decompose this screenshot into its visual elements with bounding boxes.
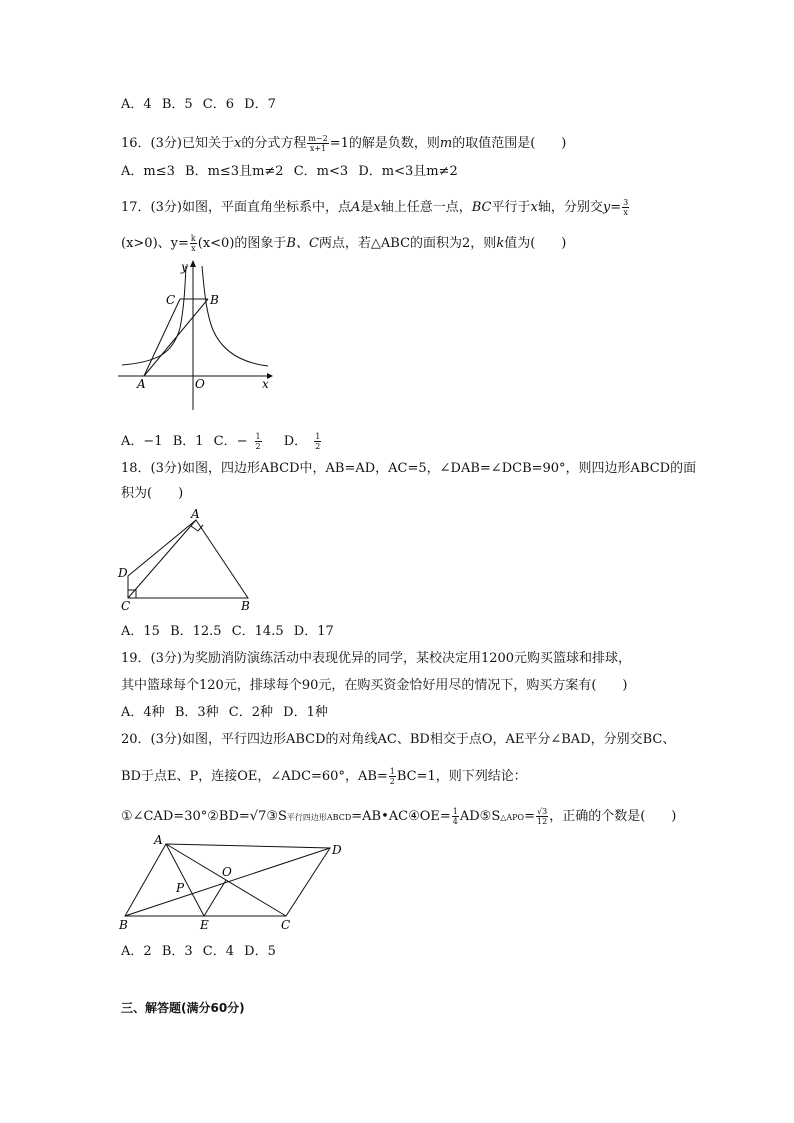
text: 是	[360, 200, 374, 215]
denominator: 2	[315, 442, 321, 451]
option: A．4种	[121, 705, 165, 720]
fraction	[622, 198, 629, 217]
parallelogram-abcd	[125, 844, 330, 916]
denominator: 4	[452, 817, 458, 826]
text: ①∠CAD=30°②BD=√7③S	[121, 809, 287, 824]
option: B．m≤3且m≠2	[185, 164, 284, 179]
text: =AB•AC④OE=	[351, 809, 451, 824]
option: B．1	[172, 434, 204, 449]
q17-stem-line2	[121, 234, 566, 253]
label-a: A	[154, 833, 163, 847]
option: C．6	[202, 97, 234, 112]
segment-ae	[166, 844, 204, 916]
section-title: 三、解答题(满分60分)	[121, 1001, 245, 1015]
q16-options	[121, 163, 464, 181]
option	[284, 434, 334, 449]
segment-ab	[144, 299, 208, 376]
fraction	[255, 432, 268, 451]
option: D．5	[244, 944, 276, 959]
text: BD于点E、P，连接OE，∠ADC=60°，AB=	[121, 769, 388, 784]
fraction	[307, 134, 328, 153]
option: A．−1	[121, 434, 163, 449]
curve-right	[202, 266, 268, 366]
q18-figure	[116, 508, 256, 612]
text: k	[496, 236, 505, 251]
option: D．7	[244, 97, 276, 112]
text: =1	[329, 136, 349, 151]
segment-ac	[144, 299, 180, 376]
text: 两点，若△ABC的面积为2，则	[318, 236, 497, 251]
option: C．14.5	[231, 624, 284, 639]
numerator: k	[190, 234, 196, 243]
fraction	[190, 234, 197, 253]
text: =	[524, 809, 536, 824]
q17-figure	[118, 258, 278, 413]
numerator: m−2	[308, 134, 328, 143]
text: 的解是负数，则	[348, 136, 440, 151]
subscript: △APO	[500, 813, 525, 822]
q17-stem-line1	[121, 198, 630, 217]
q17-options	[121, 432, 339, 451]
text: B、C	[286, 236, 319, 251]
fraction	[314, 432, 327, 451]
label-y: y	[181, 260, 188, 274]
subscript: 平行四边形ABCD	[286, 813, 352, 822]
label-x: x	[262, 377, 269, 391]
label-o: O	[222, 865, 232, 879]
option: D．m<3且m≠2	[358, 164, 458, 179]
text: x	[233, 136, 242, 151]
text: x	[530, 200, 538, 215]
q18-stem-line1: 18．(3分)如图，四边形ABCD中，AB=AD，AC=5，∠DAB=∠DCB=90°，则四边形ABCD的面	[121, 461, 697, 476]
option: A．15	[121, 624, 160, 639]
option: B．5	[161, 97, 193, 112]
q20-stem-line1: 20．(3分)如图，平行四边形ABCD的对角线AC、BD相交于点O，AE平分∠BAD，分别交BC、	[121, 732, 676, 747]
quadrilateral-abcd	[128, 520, 248, 598]
numerator: 1	[389, 767, 395, 776]
text: 轴上任意一点，	[380, 200, 472, 215]
denominator: 2	[389, 777, 395, 786]
q19-stem-line1: 19．(3分)为奖励消防演练活动中表现优异的同学，某校决定用1200元购买篮球和排球，	[121, 651, 632, 666]
q20-stem-line3	[121, 807, 676, 827]
denominator: 2	[255, 442, 261, 451]
denominator: 12	[537, 817, 548, 826]
text: 17．(3分)如图，平面直角坐标系中，点	[121, 200, 351, 215]
numerator: 1	[452, 807, 458, 816]
denominator: x+1	[309, 144, 327, 153]
text: (x>0)、y=	[121, 236, 189, 251]
numerator: 3	[623, 198, 629, 207]
text: y=	[602, 200, 622, 215]
label-b: B	[210, 293, 219, 307]
text: BC=1，则下列结论：	[396, 769, 527, 784]
label-c: C	[281, 918, 291, 932]
option: C．m<3	[293, 164, 349, 179]
denominator: x	[191, 244, 196, 253]
text: m	[439, 136, 453, 151]
text: 值为( )	[504, 236, 567, 251]
text: A	[350, 200, 361, 215]
option: A．2	[121, 944, 152, 959]
label-c: C	[166, 293, 176, 307]
q16-stem	[121, 134, 566, 153]
text: 的分式方程	[241, 136, 307, 151]
label-c: C	[121, 599, 131, 612]
q20-stem-line2	[121, 767, 527, 786]
text: 的取值范围是( )	[452, 136, 567, 151]
option: C．2种	[228, 705, 273, 720]
q19-stem-line2: 其中篮球每个120元，排球每个90元，在购买资金恰好用尽的情况下，购买方案有( )	[121, 678, 628, 693]
q19-options	[121, 704, 334, 722]
label-b: B	[119, 918, 128, 932]
option: C．4	[202, 944, 234, 959]
numerator: 1	[255, 432, 261, 441]
option: B．3种	[174, 705, 219, 720]
option: A．m≤3	[121, 164, 175, 179]
q18-options	[121, 623, 340, 641]
segment-oe	[204, 880, 226, 916]
option	[214, 434, 274, 449]
text: 轴，分别交	[537, 200, 603, 215]
label-p: P	[176, 881, 185, 895]
label-b: B	[241, 599, 250, 612]
option: D．17	[293, 624, 334, 639]
diagonal-ac	[128, 520, 196, 598]
option: D．1种	[283, 705, 328, 720]
fraction	[452, 807, 459, 826]
numerator: 1	[315, 432, 321, 441]
text: D．	[283, 434, 308, 449]
denominator: x	[623, 208, 628, 217]
label-e: E	[200, 918, 209, 932]
y-axis-arrow	[190, 260, 196, 267]
text: x	[373, 200, 381, 215]
numerator: √3	[537, 807, 548, 816]
text: ，正确的个数是( )	[549, 809, 677, 824]
q20-options	[121, 943, 282, 961]
diagonal-bd	[125, 848, 330, 916]
text: 16．(3分)已知关于	[121, 136, 234, 151]
text: (x<0)的图象于	[197, 236, 287, 251]
text: 平行于	[491, 200, 531, 215]
fraction	[536, 807, 548, 826]
fraction	[389, 767, 396, 786]
q15-options	[121, 96, 282, 114]
option: B．3	[161, 944, 193, 959]
label-a: A	[137, 377, 146, 391]
q20-figure	[116, 832, 346, 932]
text: AD⑤S	[459, 809, 501, 824]
label-a: A	[191, 508, 200, 521]
q18-stem-line2: 积为( )	[121, 486, 184, 501]
option: B．12.5	[170, 624, 222, 639]
text: BC	[471, 200, 492, 215]
label-o: O	[195, 377, 205, 391]
label-d: D	[118, 566, 128, 580]
option: A．4	[121, 97, 152, 112]
curve-left	[122, 266, 186, 365]
label-d: D	[332, 843, 342, 857]
text: C．−	[213, 434, 248, 449]
